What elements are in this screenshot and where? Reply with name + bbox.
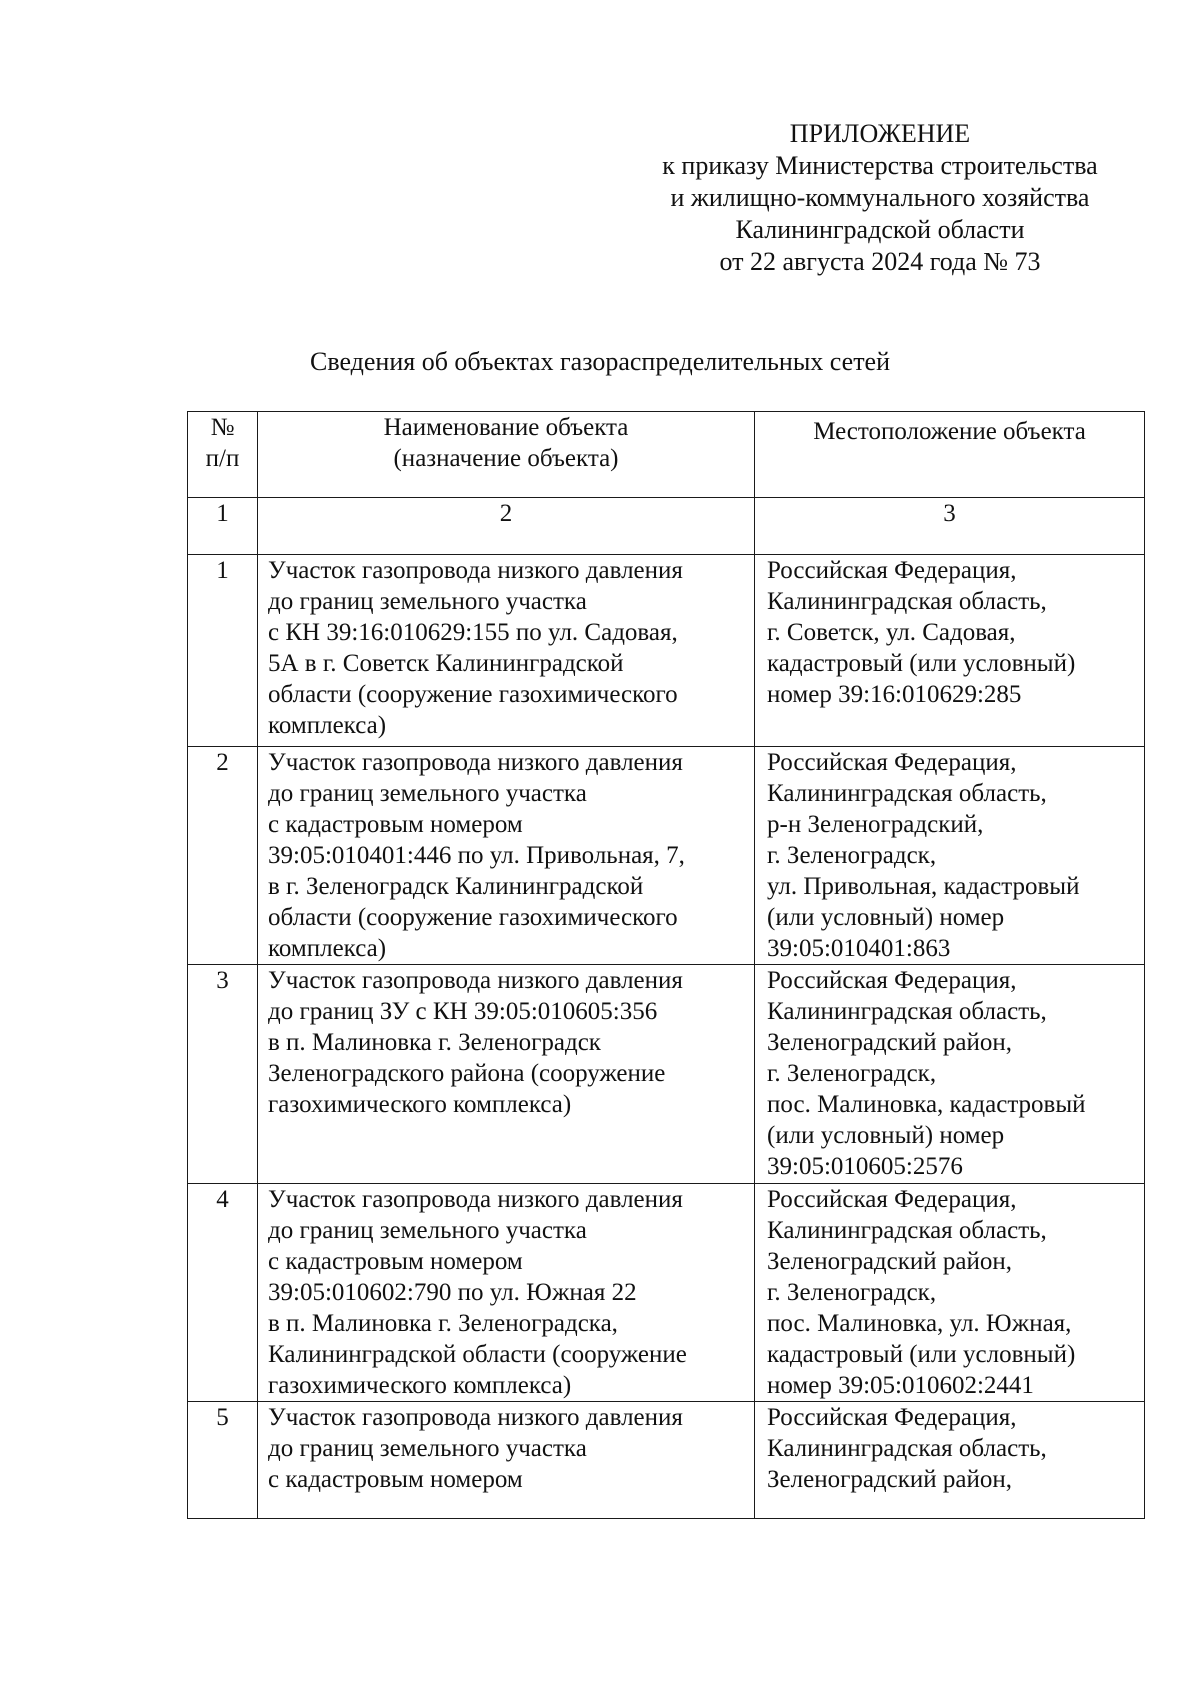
- header-name-line: (назначение объекта): [393, 445, 619, 472]
- table-header-row: [188, 412, 1145, 498]
- object-name-line: до границ земельного участка: [268, 1217, 587, 1244]
- object-name-line: 39:05:010401:446 по ул. Привольная, 7,: [268, 842, 685, 869]
- object-location-line: 39:05:010401:863: [767, 935, 951, 962]
- appendix-title: ПРИЛОЖЕНИЕ: [789, 119, 971, 148]
- object-name-line: Участок газопровода низкого давления: [268, 967, 683, 994]
- column-number-cell: 2: [258, 498, 755, 555]
- objects-table: [187, 411, 1145, 1519]
- row-number-cell: 3: [188, 965, 258, 1184]
- object-location-line: пос. Малиновка, ул. Южная,: [767, 1310, 1072, 1337]
- object-name-cell: [258, 1184, 755, 1402]
- object-name-line: газохимического комплекса): [268, 1372, 572, 1399]
- object-location-cell: [755, 747, 1145, 965]
- object-location-cell: [755, 965, 1145, 1184]
- object-location-cell: [755, 1402, 1145, 1519]
- header-location-line: Местоположение объекта: [813, 418, 1086, 445]
- object-name-line: с КН 39:16:010629:155 по ул. Садовая,: [268, 619, 678, 646]
- object-location-line: (или условный) номер: [767, 1122, 1005, 1149]
- object-name-line: Зеленоградского района (сооружение: [268, 1060, 666, 1087]
- table-row: [188, 555, 1145, 747]
- object-location-line: Российская Федерация,: [767, 1404, 1017, 1431]
- object-name-line: 39:05:010602:790 по ул. Южная 22: [268, 1279, 637, 1306]
- appendix-line: и жилищно-коммунального хозяйства: [670, 183, 1090, 212]
- object-location-line: Российская Федерация,: [767, 967, 1017, 994]
- object-name-line: в г. Зеленоградск Калининградской: [268, 873, 644, 900]
- header-object-location: [755, 412, 1145, 498]
- object-name-cell: [258, 747, 755, 965]
- object-name-line: до границ земельного участка: [268, 780, 587, 807]
- object-location-line: номер 39:05:010602:2441: [767, 1372, 1034, 1399]
- document-title: Сведения об объектах газораспределительных сетей: [309, 347, 891, 376]
- object-location-line: Российская Федерация,: [767, 749, 1017, 776]
- object-name-line: 5А в г. Советск Калининградской: [268, 650, 624, 677]
- object-location-line: Российская Федерация,: [767, 1186, 1017, 1213]
- table-row: [188, 1184, 1145, 1402]
- appendix-line: к приказу Министерства строительства: [662, 151, 1098, 180]
- object-location-line: номер 39:16:010629:285: [767, 681, 1022, 708]
- object-location-line: Калининградская область,: [767, 588, 1047, 615]
- header-number: [188, 412, 258, 498]
- object-name-line: области (сооружение газохимического: [268, 681, 678, 708]
- object-location-line: пос. Малиновка, кадастровый: [767, 1091, 1086, 1118]
- row-number-cell: 2: [188, 747, 258, 965]
- object-location-line: Российская Федерация,: [767, 557, 1017, 584]
- object-location-line: г. Зеленоградск,: [767, 842, 937, 869]
- header-number-line: №: [210, 414, 235, 441]
- object-location-line: Калининградская область,: [767, 1435, 1047, 1462]
- object-name-cell: [258, 965, 755, 1184]
- object-location-line: р-н Зеленоградский,: [767, 811, 984, 838]
- object-name-cell: [258, 1402, 755, 1519]
- object-name-line: Участок газопровода низкого давления: [268, 1186, 683, 1213]
- object-location-line: кадастровый (или условный): [767, 650, 1076, 677]
- object-name-cell: [258, 555, 755, 747]
- table-row: [188, 747, 1145, 965]
- column-number-cell: 3: [755, 498, 1145, 555]
- row-number-cell: 4: [188, 1184, 258, 1402]
- object-location-cell: [755, 555, 1145, 747]
- object-location-cell: [755, 1184, 1145, 1402]
- appendix-date-number: от 22 августа 2024 года № 73: [719, 247, 1041, 276]
- object-location-line: Зеленоградский район,: [767, 1466, 1012, 1493]
- object-location-line: г. Зеленоградск,: [767, 1279, 937, 1306]
- row-number-cell: 5: [188, 1402, 258, 1519]
- appendix-line: Калининградской области: [735, 215, 1025, 244]
- object-location-line: г. Советск, ул. Садовая,: [767, 619, 1016, 646]
- object-location-line: Зеленоградский район,: [767, 1248, 1012, 1275]
- object-name-line: газохимического комплекса): [268, 1091, 572, 1118]
- object-name-line: до границ земельного участка: [268, 588, 587, 615]
- object-location-line: Калининградская область,: [767, 780, 1047, 807]
- header-number-line: п/п: [205, 445, 240, 472]
- object-name-line: Калининградской области (сооружение: [268, 1341, 687, 1368]
- table-row: [188, 965, 1145, 1184]
- table-body: [188, 555, 1145, 1519]
- header-name-line: Наименование объекта: [383, 414, 629, 441]
- object-name-line: в п. Малиновка г. Зеленоградска,: [268, 1310, 618, 1337]
- object-location-line: Калининградская область,: [767, 998, 1047, 1025]
- object-name-line: Участок газопровода низкого давления: [268, 557, 683, 584]
- object-name-line: с кадастровым номером: [268, 1466, 523, 1493]
- row-number-cell: 1: [188, 555, 258, 747]
- table-row: [188, 1402, 1145, 1519]
- header-object-name: [258, 412, 755, 498]
- appendix-header: [600, 118, 1160, 278]
- object-location-line: (или условный) номер: [767, 904, 1005, 931]
- object-location-line: Калининградская область,: [767, 1217, 1047, 1244]
- object-name-line: комплекса): [268, 712, 387, 739]
- object-location-line: ул. Привольная, кадастровый: [767, 873, 1080, 900]
- object-name-line: с кадастровым номером: [268, 811, 523, 838]
- object-name-line: Участок газопровода низкого давления: [268, 1404, 683, 1431]
- column-number-cell: 1: [188, 498, 258, 555]
- object-name-line: области (сооружение газохимического: [268, 904, 678, 931]
- object-name-line: Участок газопровода низкого давления: [268, 749, 683, 776]
- object-name-line: с кадастровым номером: [268, 1248, 523, 1275]
- object-location-line: 39:05:010605:2576: [767, 1153, 963, 1180]
- object-name-line: до границ земельного участка: [268, 1435, 587, 1462]
- object-name-line: до границ ЗУ с КН 39:05:010605:356: [268, 998, 658, 1025]
- object-location-line: г. Зеленоградск,: [767, 1060, 937, 1087]
- object-location-line: Зеленоградский район,: [767, 1029, 1012, 1056]
- object-name-line: комплекса): [268, 935, 387, 962]
- column-number-row: [188, 498, 1145, 555]
- object-location-line: кадастровый (или условный): [767, 1341, 1076, 1368]
- object-name-line: в п. Малиновка г. Зеленоградск: [268, 1029, 601, 1056]
